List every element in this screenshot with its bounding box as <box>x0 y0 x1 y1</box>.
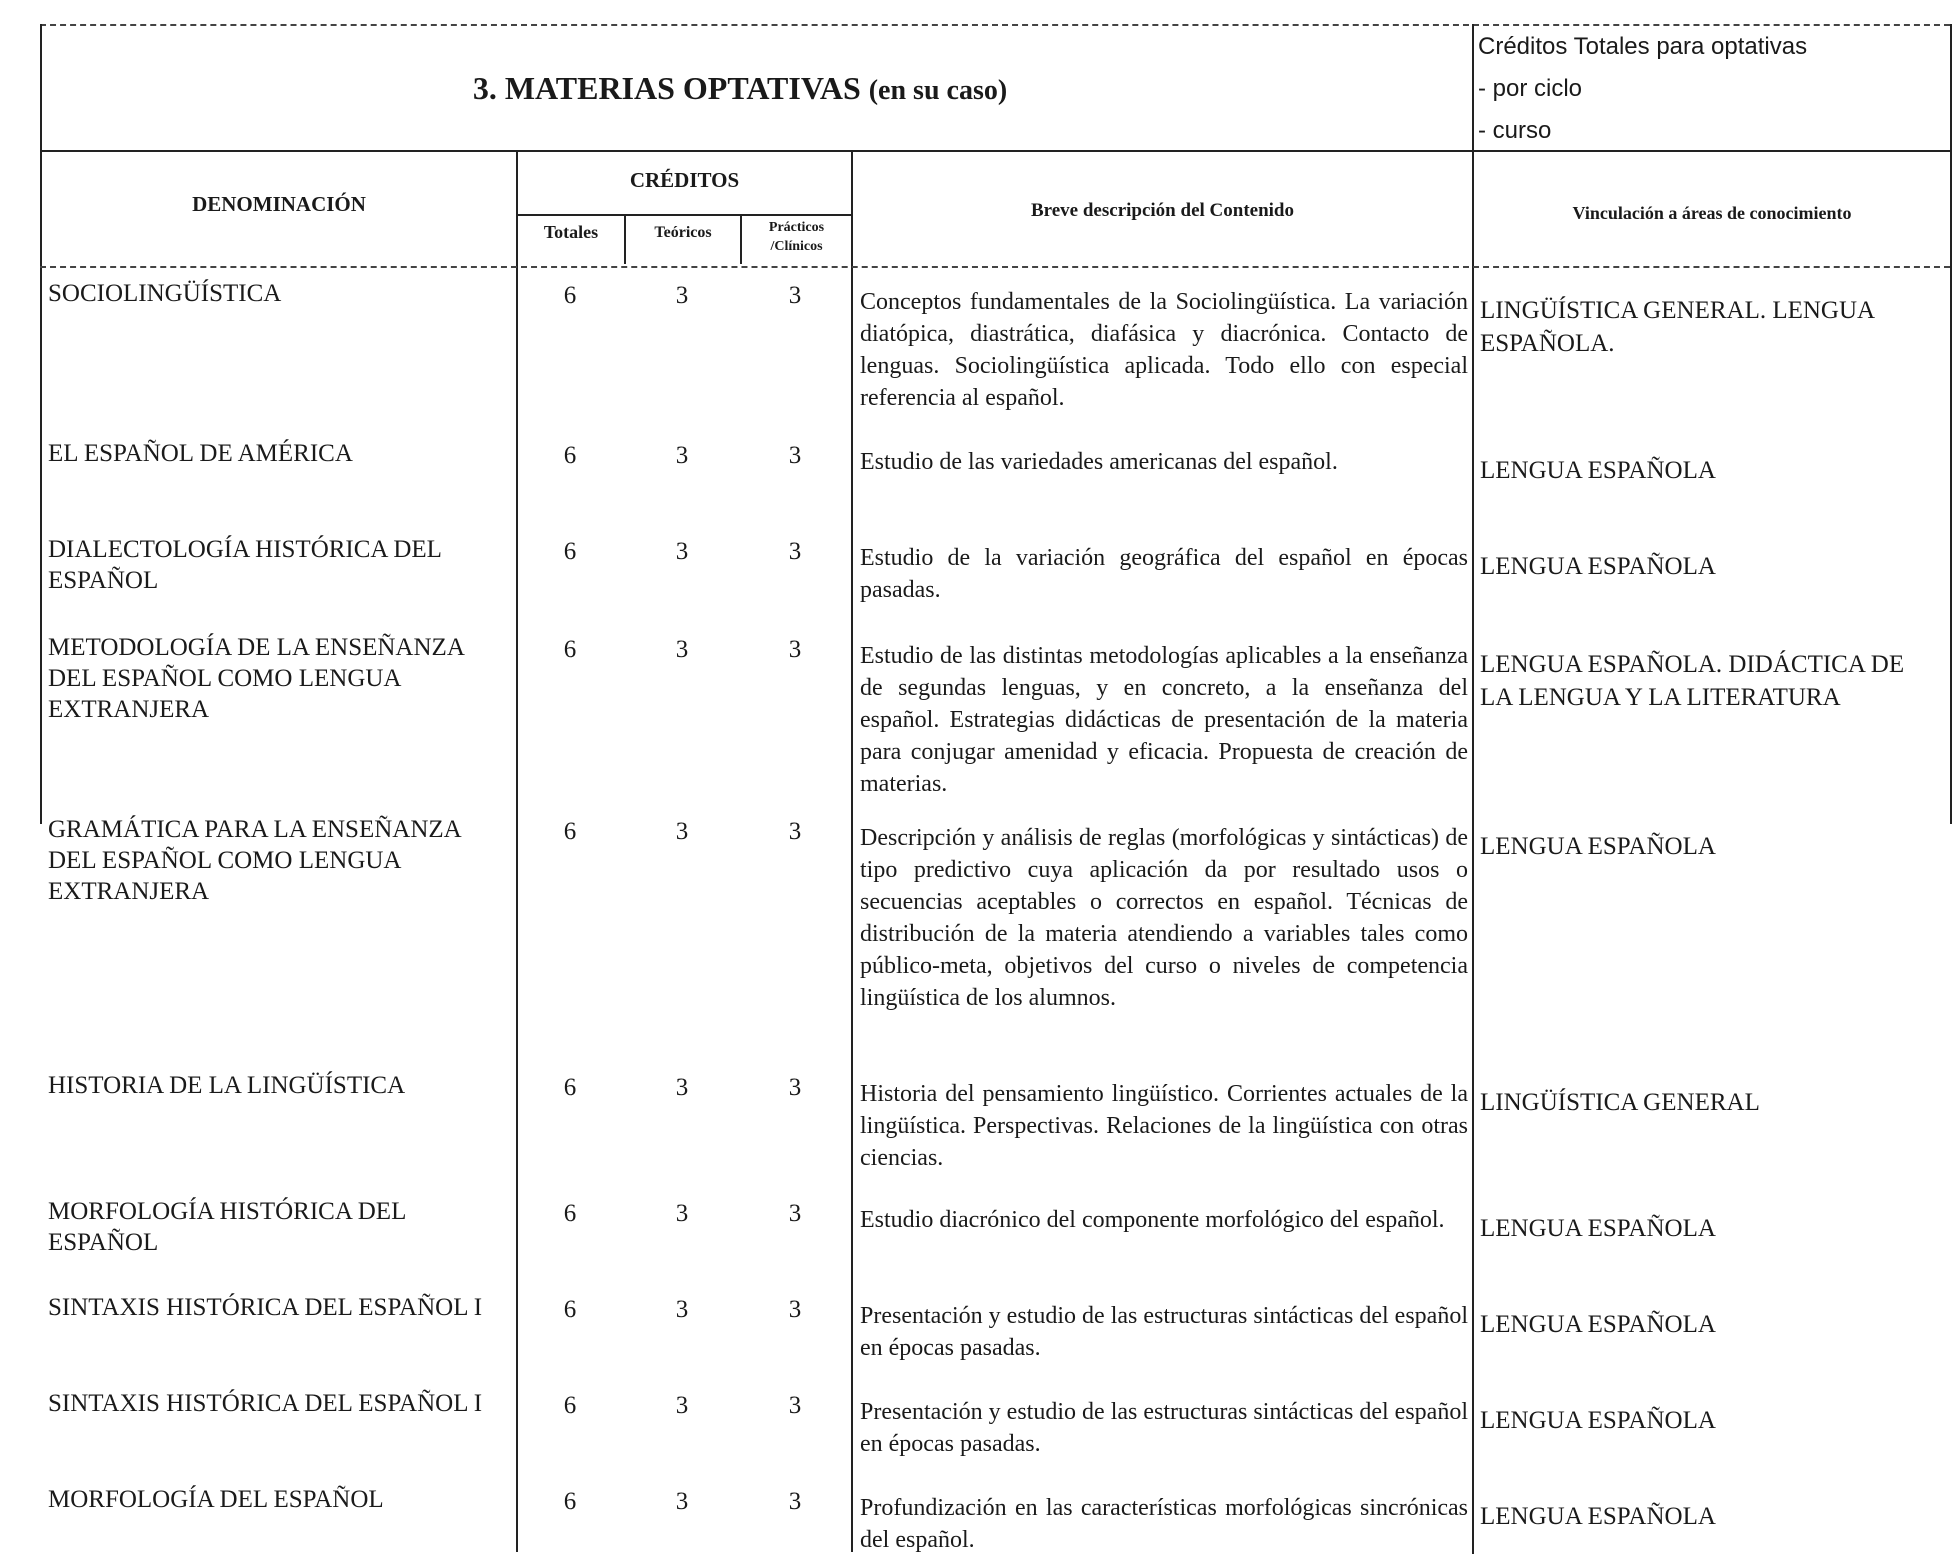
subject-name: MORFOLOGÍA DEL ESPAÑOL <box>48 1486 384 1513</box>
credits-totales: 6 <box>563 1296 577 1323</box>
credits-totales: 6 <box>563 818 577 845</box>
credits-practicos: 3 <box>788 818 802 845</box>
right-border <box>1950 24 1952 824</box>
credits-totales: 6 <box>563 636 577 663</box>
side-line-3: - curso <box>1478 117 1552 144</box>
credits-teoricos: 3 <box>675 636 689 663</box>
subject-name: EL ESPAÑOL DE AMÉRICA <box>48 440 353 467</box>
subject-description: Estudio de la variación geográfica del español en épocas pasadas. <box>860 545 1468 603</box>
column-divider-desc <box>851 152 853 1552</box>
credits-teoricos: 3 <box>675 282 689 309</box>
subject-description: Estudio de las distintas metodologías aplicables a la enseñanza de segundas lenguas, y en concreto, a la enseñanza del español. Estrategias didácticas de presentación de la materia para conjugar amenidad y eficacia. Propuesta de creación de materias. <box>860 643 1468 797</box>
subject-description: Presentación y estudio de las estructuras sintácticas del español en épocas pasadas. <box>860 1399 1468 1457</box>
credits-practicos: 3 <box>788 442 802 469</box>
header-denominacion: DENOMINACIÓN <box>192 192 366 216</box>
subject-description: Estudio diacrónico del componente morfológico del español. <box>860 1207 1445 1233</box>
subject-name: DIALECTOLOGÍA HISTÓRICA DEL ESPAÑOL <box>48 536 442 594</box>
credits-practicos: 3 <box>788 282 802 309</box>
subject-name: SOCIOLINGÜÍSTICA <box>48 280 282 307</box>
credits-totales: 6 <box>563 282 577 309</box>
credits-totales: 6 <box>563 1488 577 1515</box>
subject-description: Conceptos fundamentales de la Sociolingüística. La variación diatópica, diastrática, diafásica y diacrónica. Contacto de lenguas. Sociolingüística aplicada. Todo ello con especial referencia al español. <box>860 289 1468 411</box>
title-main: 3. MATERIAS OPTATIVAS <box>472 70 861 106</box>
subject-description: Historia del pensamiento lingüístico. Corrientes actuales de la lingüística. Perspectivas. Relaciones de la lingüística con otras ciencias. <box>860 1081 1468 1171</box>
header-totales: Totales <box>543 222 599 242</box>
credits-practicos: 3 <box>788 1296 802 1323</box>
subject-description: Descripción y análisis de reglas (morfológicas y sintácticas) de tipo predictivo cuya aplicación da por resultado usos o secuencias aceptables o correctos en español. Técnicas de distribución de la materia atendiendo a variables tales como público-meta, objetivos del curso o niveles de competencia lingüística de los alumnos. <box>860 825 1468 1011</box>
header-creditos: CRÉDITOS <box>629 168 740 192</box>
subject-area: LENGUA ESPAÑOLA <box>1480 1503 1716 1530</box>
subject-name: SINTAXIS HISTÓRICA DEL ESPAÑOL I <box>48 1294 483 1321</box>
creditos-divider <box>518 214 851 216</box>
subject-area: LENGUA ESPAÑOLA <box>1480 1215 1716 1242</box>
title-sub: (en su caso) <box>868 75 1008 106</box>
credits-teoricos: 3 <box>675 538 689 565</box>
subject-name: METODOLOGÍA DE LA ENSEÑANZA DEL ESPAÑOL COMO LENGUA EXTRANJERA <box>48 634 464 723</box>
credits-teoricos: 3 <box>675 1200 689 1227</box>
header-teoricos: Teóricos <box>654 224 712 241</box>
subject-area: LENGUA ESPAÑOLA <box>1480 553 1716 580</box>
subject-area: LENGUA ESPAÑOLA <box>1480 457 1716 484</box>
credits-totales: 6 <box>563 538 577 565</box>
credits-practicos: 3 <box>788 1392 802 1419</box>
side-line-2: - por ciclo <box>1478 75 1583 102</box>
credits-teoricos: 3 <box>675 1074 689 1101</box>
subject-area: LENGUA ESPAÑOLA <box>1480 1311 1716 1338</box>
header-practicos <box>742 218 851 256</box>
credits-teoricos: 3 <box>675 1392 689 1419</box>
subject-name: GRAMÁTICA PARA LA ENSEÑANZA DEL ESPAÑOL COMO LENGUA EXTRANJERA <box>48 816 461 905</box>
subject-name: SINTAXIS HISTÓRICA DEL ESPAÑOL I <box>48 1390 483 1417</box>
subject-description: Estudio de las variedades americanas del español. <box>860 449 1338 475</box>
column-divider-area <box>1472 24 1474 1554</box>
credits-totales: 6 <box>563 1074 577 1101</box>
header-practicos-line1: Prácticos <box>768 220 825 235</box>
credits-teoricos: 3 <box>675 442 689 469</box>
subject-area: LENGUA ESPAÑOLA. DIDÁCTICA DE LA LENGUA Y LA LITERATURA <box>1480 651 1905 711</box>
credits-totales: 6 <box>563 1392 577 1419</box>
side-line-1: Créditos Totales para optativas <box>1478 33 1808 60</box>
credits-practicos: 3 <box>788 538 802 565</box>
header-vinculacion: Vinculación a áreas de conocimiento <box>1572 203 1852 223</box>
credits-totales: 6 <box>563 1200 577 1227</box>
subject-area: LENGUA ESPAÑOLA <box>1480 1407 1716 1434</box>
subject-area: LINGÜÍSTICA GENERAL. LENGUA ESPAÑOLA. <box>1480 297 1874 357</box>
subject-area: LINGÜÍSTICA GENERAL <box>1480 1089 1760 1116</box>
credits-practicos: 3 <box>788 1488 802 1515</box>
subject-area: LENGUA ESPAÑOLA <box>1480 833 1716 860</box>
credits-teoricos: 3 <box>675 818 689 845</box>
subject-name: MORFOLOGÍA HISTÓRICA DEL ESPAÑOL <box>48 1198 406 1256</box>
credits-teoricos: 3 <box>675 1488 689 1515</box>
subject-name: HISTORIA DE LA LINGÜÍSTICA <box>48 1072 406 1099</box>
left-border <box>40 24 42 824</box>
credits-summary <box>1478 26 1807 152</box>
credits-totales: 6 <box>563 442 577 469</box>
page-title <box>40 70 1440 107</box>
header-practicos-line2: /Clínicos <box>770 239 823 254</box>
header-descripcion: Breve descripción del Contenido <box>1030 200 1294 221</box>
credits-practicos: 3 <box>788 1074 802 1101</box>
header-bottom-border <box>40 266 1950 268</box>
column-divider-name <box>516 152 518 1552</box>
subject-description: Presentación y estudio de las estructuras sintácticas del español en épocas pasadas. <box>860 1303 1468 1361</box>
credits-practicos: 3 <box>788 636 802 663</box>
credits-practicos: 3 <box>788 1200 802 1227</box>
subject-description: Profundización en las características morfológicas sincrónicas del español. <box>860 1495 1468 1553</box>
credits-teoricos: 3 <box>675 1296 689 1323</box>
